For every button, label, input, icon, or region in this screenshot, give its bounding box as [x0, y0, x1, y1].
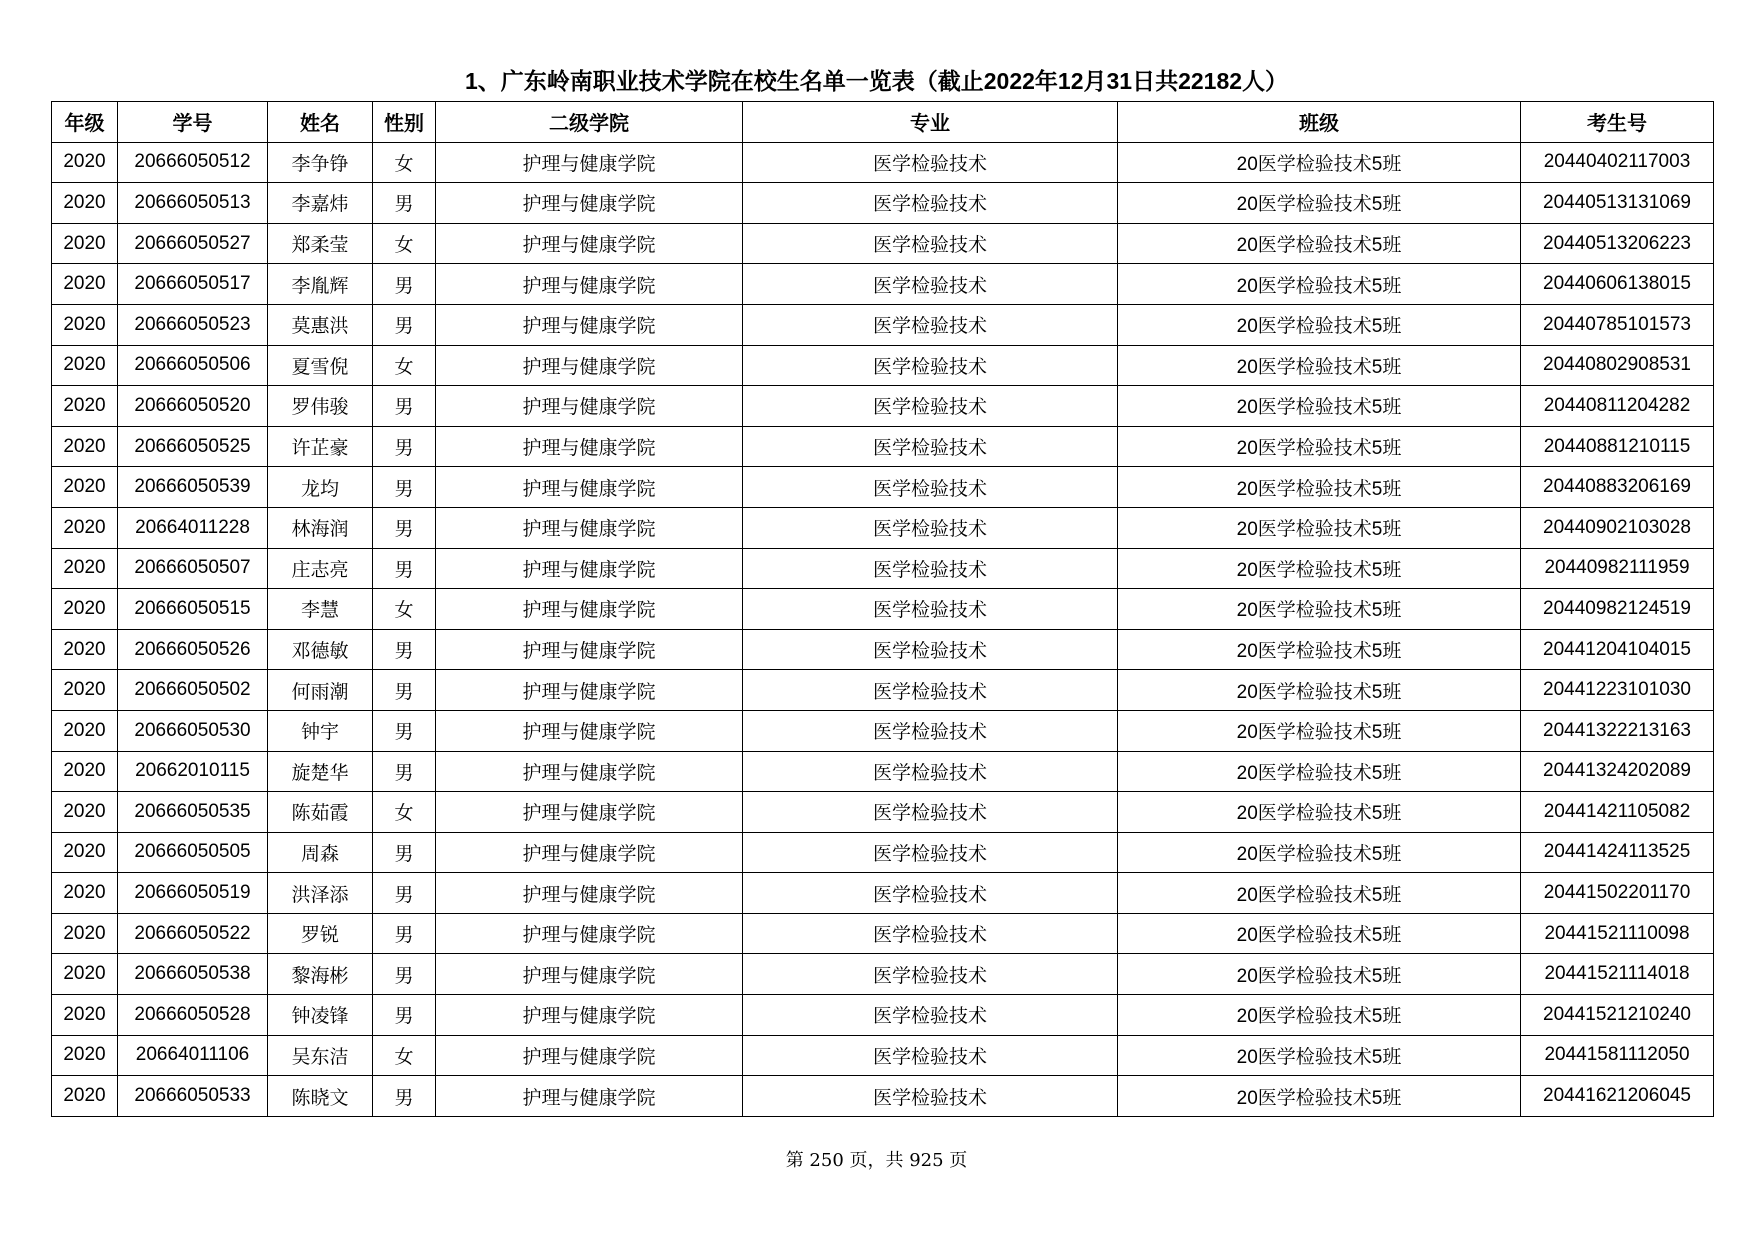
cell-major: 医学检验技术: [743, 426, 1118, 467]
cell-name: 莫惠洪: [268, 304, 373, 345]
cell-grade: 2020: [52, 751, 118, 792]
table-row: [52, 426, 1714, 467]
cell-grade: 2020: [52, 345, 118, 386]
table-row: [52, 751, 1714, 792]
cell-class: 20医学检验技术5班: [1118, 183, 1521, 224]
cell-gender: 男: [373, 507, 436, 548]
cell-grade: 2020: [52, 710, 118, 751]
cell-name: 洪泽添: [268, 873, 373, 914]
cell-gender: 男: [373, 629, 436, 670]
cell-exam-id: 20441521210240: [1521, 995, 1714, 1036]
table-row: [52, 832, 1714, 873]
student-roster-table: [51, 101, 1714, 1117]
cell-student-id: 20664011106: [118, 1035, 268, 1076]
cell-student-id: 20666050525: [118, 426, 268, 467]
cell-gender: 男: [373, 304, 436, 345]
cell-exam-id: 20441502201170: [1521, 873, 1714, 914]
cell-student-id: 20666050520: [118, 386, 268, 427]
cell-student-id: 20666050519: [118, 873, 268, 914]
cell-exam-id: 20441521114018: [1521, 954, 1714, 995]
table-row: [52, 345, 1714, 386]
cell-exam-id: 20441322213163: [1521, 710, 1714, 751]
cell-grade: 2020: [52, 264, 118, 305]
cell-class: 20医学检验技术5班: [1118, 873, 1521, 914]
cell-name: 李慧: [268, 589, 373, 630]
cell-grade: 2020: [52, 467, 118, 508]
cell-major: 医学检验技术: [743, 142, 1118, 183]
cell-major: 医学检验技术: [743, 913, 1118, 954]
cell-student-id: 20666050502: [118, 670, 268, 711]
table-header-row: [52, 102, 1714, 143]
cell-student-id: 20666050522: [118, 913, 268, 954]
cell-major: 医学检验技术: [743, 183, 1118, 224]
column-header-name: 姓名: [268, 102, 373, 143]
cell-major: 医学检验技术: [743, 832, 1118, 873]
cell-school: 护理与健康学院: [436, 873, 743, 914]
cell-school: 护理与健康学院: [436, 670, 743, 711]
cell-grade: 2020: [52, 629, 118, 670]
cell-exam-id: 20441223101030: [1521, 670, 1714, 711]
cell-student-id: 20666050515: [118, 589, 268, 630]
table-row: [52, 954, 1714, 995]
cell-name: 李嘉炜: [268, 183, 373, 224]
cell-name: 周森: [268, 832, 373, 873]
cell-school: 护理与健康学院: [436, 548, 743, 589]
cell-gender: 男: [373, 426, 436, 467]
cell-student-id: 20662010115: [118, 751, 268, 792]
cell-school: 护理与健康学院: [436, 183, 743, 224]
table-row: [52, 264, 1714, 305]
cell-student-id: 20666050527: [118, 223, 268, 264]
cell-exam-id: 20441324202089: [1521, 751, 1714, 792]
cell-school: 护理与健康学院: [436, 710, 743, 751]
cell-name: 庄志亮: [268, 548, 373, 589]
cell-class: 20医学检验技术5班: [1118, 670, 1521, 711]
cell-grade: 2020: [52, 995, 118, 1036]
page-title: 1、广东岭南职业技术学院在校生名单一览表（截止2022年12月31日共22182人）: [464, 68, 1289, 94]
cell-school: 护理与健康学院: [436, 223, 743, 264]
cell-class: 20医学检验技术5班: [1118, 629, 1521, 670]
table-body: [52, 142, 1714, 1116]
cell-grade: 2020: [52, 183, 118, 224]
cell-grade: 2020: [52, 548, 118, 589]
cell-name: 许芷豪: [268, 426, 373, 467]
cell-name: 李争铮: [268, 142, 373, 183]
column-header-student-id: 学号: [118, 102, 268, 143]
cell-exam-id: 20440513131069: [1521, 183, 1714, 224]
cell-major: 医学检验技术: [743, 954, 1118, 995]
cell-school: 护理与健康学院: [436, 1035, 743, 1076]
table-row: [52, 183, 1714, 224]
cell-exam-id: 20440785101573: [1521, 304, 1714, 345]
cell-gender: 男: [373, 913, 436, 954]
cell-major: 医学检验技术: [743, 629, 1118, 670]
cell-gender: 男: [373, 751, 436, 792]
table-row: [52, 386, 1714, 427]
cell-grade: 2020: [52, 913, 118, 954]
cell-exam-id: 20441581112050: [1521, 1035, 1714, 1076]
cell-school: 护理与健康学院: [436, 832, 743, 873]
cell-grade: 2020: [52, 1076, 118, 1117]
cell-gender: 男: [373, 386, 436, 427]
cell-school: 护理与健康学院: [436, 264, 743, 305]
cell-student-id: 20666050512: [118, 142, 268, 183]
cell-grade: 2020: [52, 954, 118, 995]
cell-gender: 女: [373, 589, 436, 630]
cell-class: 20医学检验技术5班: [1118, 751, 1521, 792]
cell-major: 医学检验技术: [743, 995, 1118, 1036]
cell-class: 20医学检验技术5班: [1118, 467, 1521, 508]
cell-major: 医学检验技术: [743, 467, 1118, 508]
cell-exam-id: 20440513206223: [1521, 223, 1714, 264]
table-row: [52, 548, 1714, 589]
cell-class: 20医学检验技术5班: [1118, 426, 1521, 467]
table-row: [52, 629, 1714, 670]
cell-student-id: 20666050523: [118, 304, 268, 345]
cell-student-id: 20666050517: [118, 264, 268, 305]
column-header-gender: 性别: [373, 102, 436, 143]
cell-major: 医学检验技术: [743, 1076, 1118, 1117]
column-header-school: 二级学院: [436, 102, 743, 143]
cell-school: 护理与健康学院: [436, 792, 743, 833]
cell-major: 医学检验技术: [743, 507, 1118, 548]
cell-name: 郑柔莹: [268, 223, 373, 264]
cell-gender: 男: [373, 873, 436, 914]
column-header-class: 班级: [1118, 102, 1521, 143]
cell-major: 医学检验技术: [743, 1035, 1118, 1076]
cell-grade: 2020: [52, 142, 118, 183]
table-row: [52, 873, 1714, 914]
cell-gender: 女: [373, 792, 436, 833]
cell-gender: 男: [373, 832, 436, 873]
cell-major: 医学检验技术: [743, 304, 1118, 345]
cell-grade: 2020: [52, 832, 118, 873]
cell-gender: 男: [373, 183, 436, 224]
cell-gender: 男: [373, 995, 436, 1036]
cell-gender: 男: [373, 954, 436, 995]
cell-class: 20医学检验技术5班: [1118, 954, 1521, 995]
cell-grade: 2020: [52, 792, 118, 833]
table-row: [52, 304, 1714, 345]
cell-class: 20医学检验技术5班: [1118, 832, 1521, 873]
cell-exam-id: 20440881210115: [1521, 426, 1714, 467]
column-header-major: 专业: [743, 102, 1118, 143]
cell-class: 20医学检验技术5班: [1118, 264, 1521, 305]
cell-gender: 女: [373, 345, 436, 386]
cell-major: 医学检验技术: [743, 548, 1118, 589]
cell-student-id: 20666050526: [118, 629, 268, 670]
cell-school: 护理与健康学院: [436, 142, 743, 183]
cell-name: 钟凌锋: [268, 995, 373, 1036]
cell-gender: 女: [373, 1035, 436, 1076]
cell-exam-id: 20440402117003: [1521, 142, 1714, 183]
cell-gender: 男: [373, 710, 436, 751]
cell-exam-id: 20440982111959: [1521, 548, 1714, 589]
cell-major: 医学检验技术: [743, 264, 1118, 305]
table-row: [52, 670, 1714, 711]
cell-grade: 2020: [52, 1035, 118, 1076]
cell-gender: 女: [373, 223, 436, 264]
cell-student-id: 20666050528: [118, 995, 268, 1036]
cell-exam-id: 20440982124519: [1521, 589, 1714, 630]
cell-major: 医学检验技术: [743, 589, 1118, 630]
cell-school: 护理与健康学院: [436, 954, 743, 995]
cell-student-id: 20666050535: [118, 792, 268, 833]
cell-name: 夏雪倪: [268, 345, 373, 386]
page-footer: 第 250 页，共 925 页: [785, 1150, 968, 1171]
cell-grade: 2020: [52, 304, 118, 345]
cell-school: 护理与健康学院: [436, 751, 743, 792]
cell-name: 旋楚华: [268, 751, 373, 792]
cell-school: 护理与健康学院: [436, 507, 743, 548]
cell-major: 医学检验技术: [743, 792, 1118, 833]
table-row: [52, 589, 1714, 630]
cell-name: 邓德敏: [268, 629, 373, 670]
cell-class: 20医学检验技术5班: [1118, 548, 1521, 589]
cell-grade: 2020: [52, 873, 118, 914]
table-row: [52, 1035, 1714, 1076]
column-header-exam-id: 考生号: [1521, 102, 1714, 143]
table-row: [52, 507, 1714, 548]
cell-class: 20医学检验技术5班: [1118, 589, 1521, 630]
cell-name: 陈茹霞: [268, 792, 373, 833]
cell-name: 陈晓文: [268, 1076, 373, 1117]
cell-major: 医学检验技术: [743, 345, 1118, 386]
cell-grade: 2020: [52, 426, 118, 467]
cell-gender: 男: [373, 467, 436, 508]
cell-student-id: 20666050530: [118, 710, 268, 751]
cell-class: 20医学检验技术5班: [1118, 792, 1521, 833]
table-row: [52, 223, 1714, 264]
cell-student-id: 20666050507: [118, 548, 268, 589]
table-row: [52, 142, 1714, 183]
cell-exam-id: 20441621206045: [1521, 1076, 1714, 1117]
cell-school: 护理与健康学院: [436, 913, 743, 954]
cell-exam-id: 20440902103028: [1521, 507, 1714, 548]
cell-student-id: 20666050505: [118, 832, 268, 873]
cell-student-id: 20666050513: [118, 183, 268, 224]
cell-major: 医学检验技术: [743, 670, 1118, 711]
cell-school: 护理与健康学院: [436, 426, 743, 467]
cell-exam-id: 20441521110098: [1521, 913, 1714, 954]
cell-major: 医学检验技术: [743, 751, 1118, 792]
cell-exam-id: 20440802908531: [1521, 345, 1714, 386]
cell-class: 20医学检验技术5班: [1118, 913, 1521, 954]
cell-name: 林海润: [268, 507, 373, 548]
cell-student-id: 20666050539: [118, 467, 268, 508]
cell-school: 护理与健康学院: [436, 629, 743, 670]
table-row: [52, 995, 1714, 1036]
cell-major: 医学检验技术: [743, 386, 1118, 427]
cell-school: 护理与健康学院: [436, 386, 743, 427]
cell-student-id: 20666050506: [118, 345, 268, 386]
cell-gender: 男: [373, 670, 436, 711]
table-row: [52, 913, 1714, 954]
cell-class: 20医学检验技术5班: [1118, 386, 1521, 427]
cell-name: 钟宇: [268, 710, 373, 751]
cell-exam-id: 20441421105082: [1521, 792, 1714, 833]
cell-gender: 女: [373, 142, 436, 183]
cell-name: 吴东洁: [268, 1035, 373, 1076]
cell-class: 20医学检验技术5班: [1118, 710, 1521, 751]
cell-exam-id: 20440883206169: [1521, 467, 1714, 508]
cell-exam-id: 20440606138015: [1521, 264, 1714, 305]
table-row: [52, 710, 1714, 751]
cell-school: 护理与健康学院: [436, 995, 743, 1036]
cell-class: 20医学检验技术5班: [1118, 995, 1521, 1036]
cell-grade: 2020: [52, 386, 118, 427]
cell-gender: 男: [373, 548, 436, 589]
cell-student-id: 20666050538: [118, 954, 268, 995]
cell-exam-id: 20441424113525: [1521, 832, 1714, 873]
cell-name: 龙均: [268, 467, 373, 508]
cell-name: 黎海彬: [268, 954, 373, 995]
cell-class: 20医学检验技术5班: [1118, 1035, 1521, 1076]
cell-name: 罗锐: [268, 913, 373, 954]
cell-school: 护理与健康学院: [436, 345, 743, 386]
cell-gender: 男: [373, 1076, 436, 1117]
cell-class: 20医学检验技术5班: [1118, 1076, 1521, 1117]
cell-name: 李胤辉: [268, 264, 373, 305]
table-row: [52, 467, 1714, 508]
column-header-grade: 年级: [52, 102, 118, 143]
cell-name: 何雨潮: [268, 670, 373, 711]
cell-class: 20医学检验技术5班: [1118, 507, 1521, 548]
cell-school: 护理与健康学院: [436, 589, 743, 630]
cell-class: 20医学检验技术5班: [1118, 223, 1521, 264]
cell-exam-id: 20440811204282: [1521, 386, 1714, 427]
cell-exam-id: 20441204104015: [1521, 629, 1714, 670]
cell-student-id: 20666050533: [118, 1076, 268, 1117]
cell-school: 护理与健康学院: [436, 467, 743, 508]
cell-school: 护理与健康学院: [436, 304, 743, 345]
cell-major: 医学检验技术: [743, 223, 1118, 264]
table-row: [52, 1076, 1714, 1117]
table-row: [52, 792, 1714, 833]
cell-grade: 2020: [52, 507, 118, 548]
cell-name: 罗伟骏: [268, 386, 373, 427]
cell-student-id: 20664011228: [118, 507, 268, 548]
cell-class: 20医学检验技术5班: [1118, 345, 1521, 386]
cell-gender: 男: [373, 264, 436, 305]
cell-major: 医学检验技术: [743, 873, 1118, 914]
cell-grade: 2020: [52, 670, 118, 711]
cell-grade: 2020: [52, 223, 118, 264]
cell-major: 医学检验技术: [743, 710, 1118, 751]
cell-class: 20医学检验技术5班: [1118, 304, 1521, 345]
cell-grade: 2020: [52, 589, 118, 630]
cell-class: 20医学检验技术5班: [1118, 142, 1521, 183]
cell-school: 护理与健康学院: [436, 1076, 743, 1117]
